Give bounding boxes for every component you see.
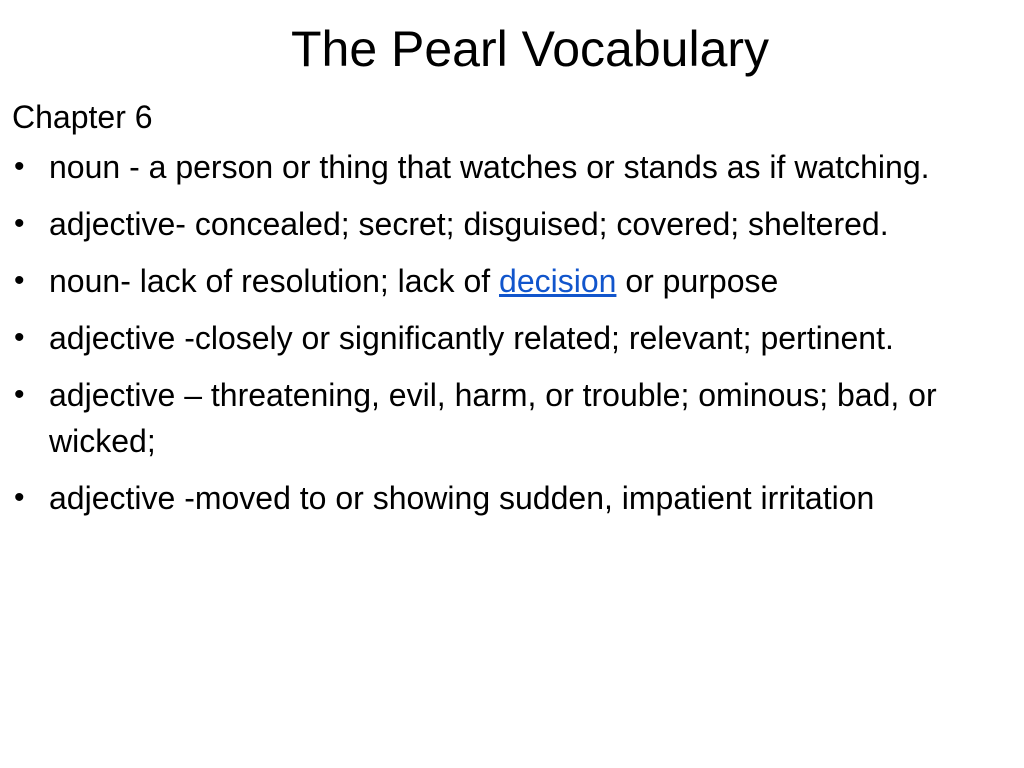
slide-title: The Pearl Vocabulary xyxy=(290,21,770,77)
definition-text: adjective -moved to or showing sudden, impatient irritation xyxy=(49,480,875,516)
definition-text-before: noun- lack of resolution; lack of xyxy=(49,263,500,299)
list-item xyxy=(12,372,1002,464)
bullet-icon: • xyxy=(14,150,25,183)
list-item xyxy=(12,315,1002,361)
bullet-icon: • xyxy=(14,207,25,240)
slide-body xyxy=(12,94,1002,532)
chapter-heading: Chapter 6 xyxy=(12,99,153,135)
bullet-icon: • xyxy=(14,264,25,297)
definition-list xyxy=(12,144,1002,521)
list-item xyxy=(12,475,1002,521)
definition-text: adjective -closely or significantly related; relevant; pertinent. xyxy=(49,320,894,356)
list-item xyxy=(12,144,1002,190)
decision-link[interactable]: decision xyxy=(499,263,617,299)
list-item xyxy=(12,258,1002,304)
bullet-icon: • xyxy=(14,378,25,411)
definition-text: noun - a person or thing that watches or stands as if watching. xyxy=(49,149,930,185)
bullet-icon: • xyxy=(14,321,25,354)
definition-text: adjective- concealed; secret; disguised; covered; sheltered. xyxy=(49,206,889,242)
definition-text-after: or purpose xyxy=(616,263,779,299)
list-item xyxy=(12,201,1002,247)
bullet-icon: • xyxy=(14,481,25,514)
definition-text: adjective – threatening, evil, harm, or trouble; ominous; bad, or wicked; xyxy=(49,377,937,459)
